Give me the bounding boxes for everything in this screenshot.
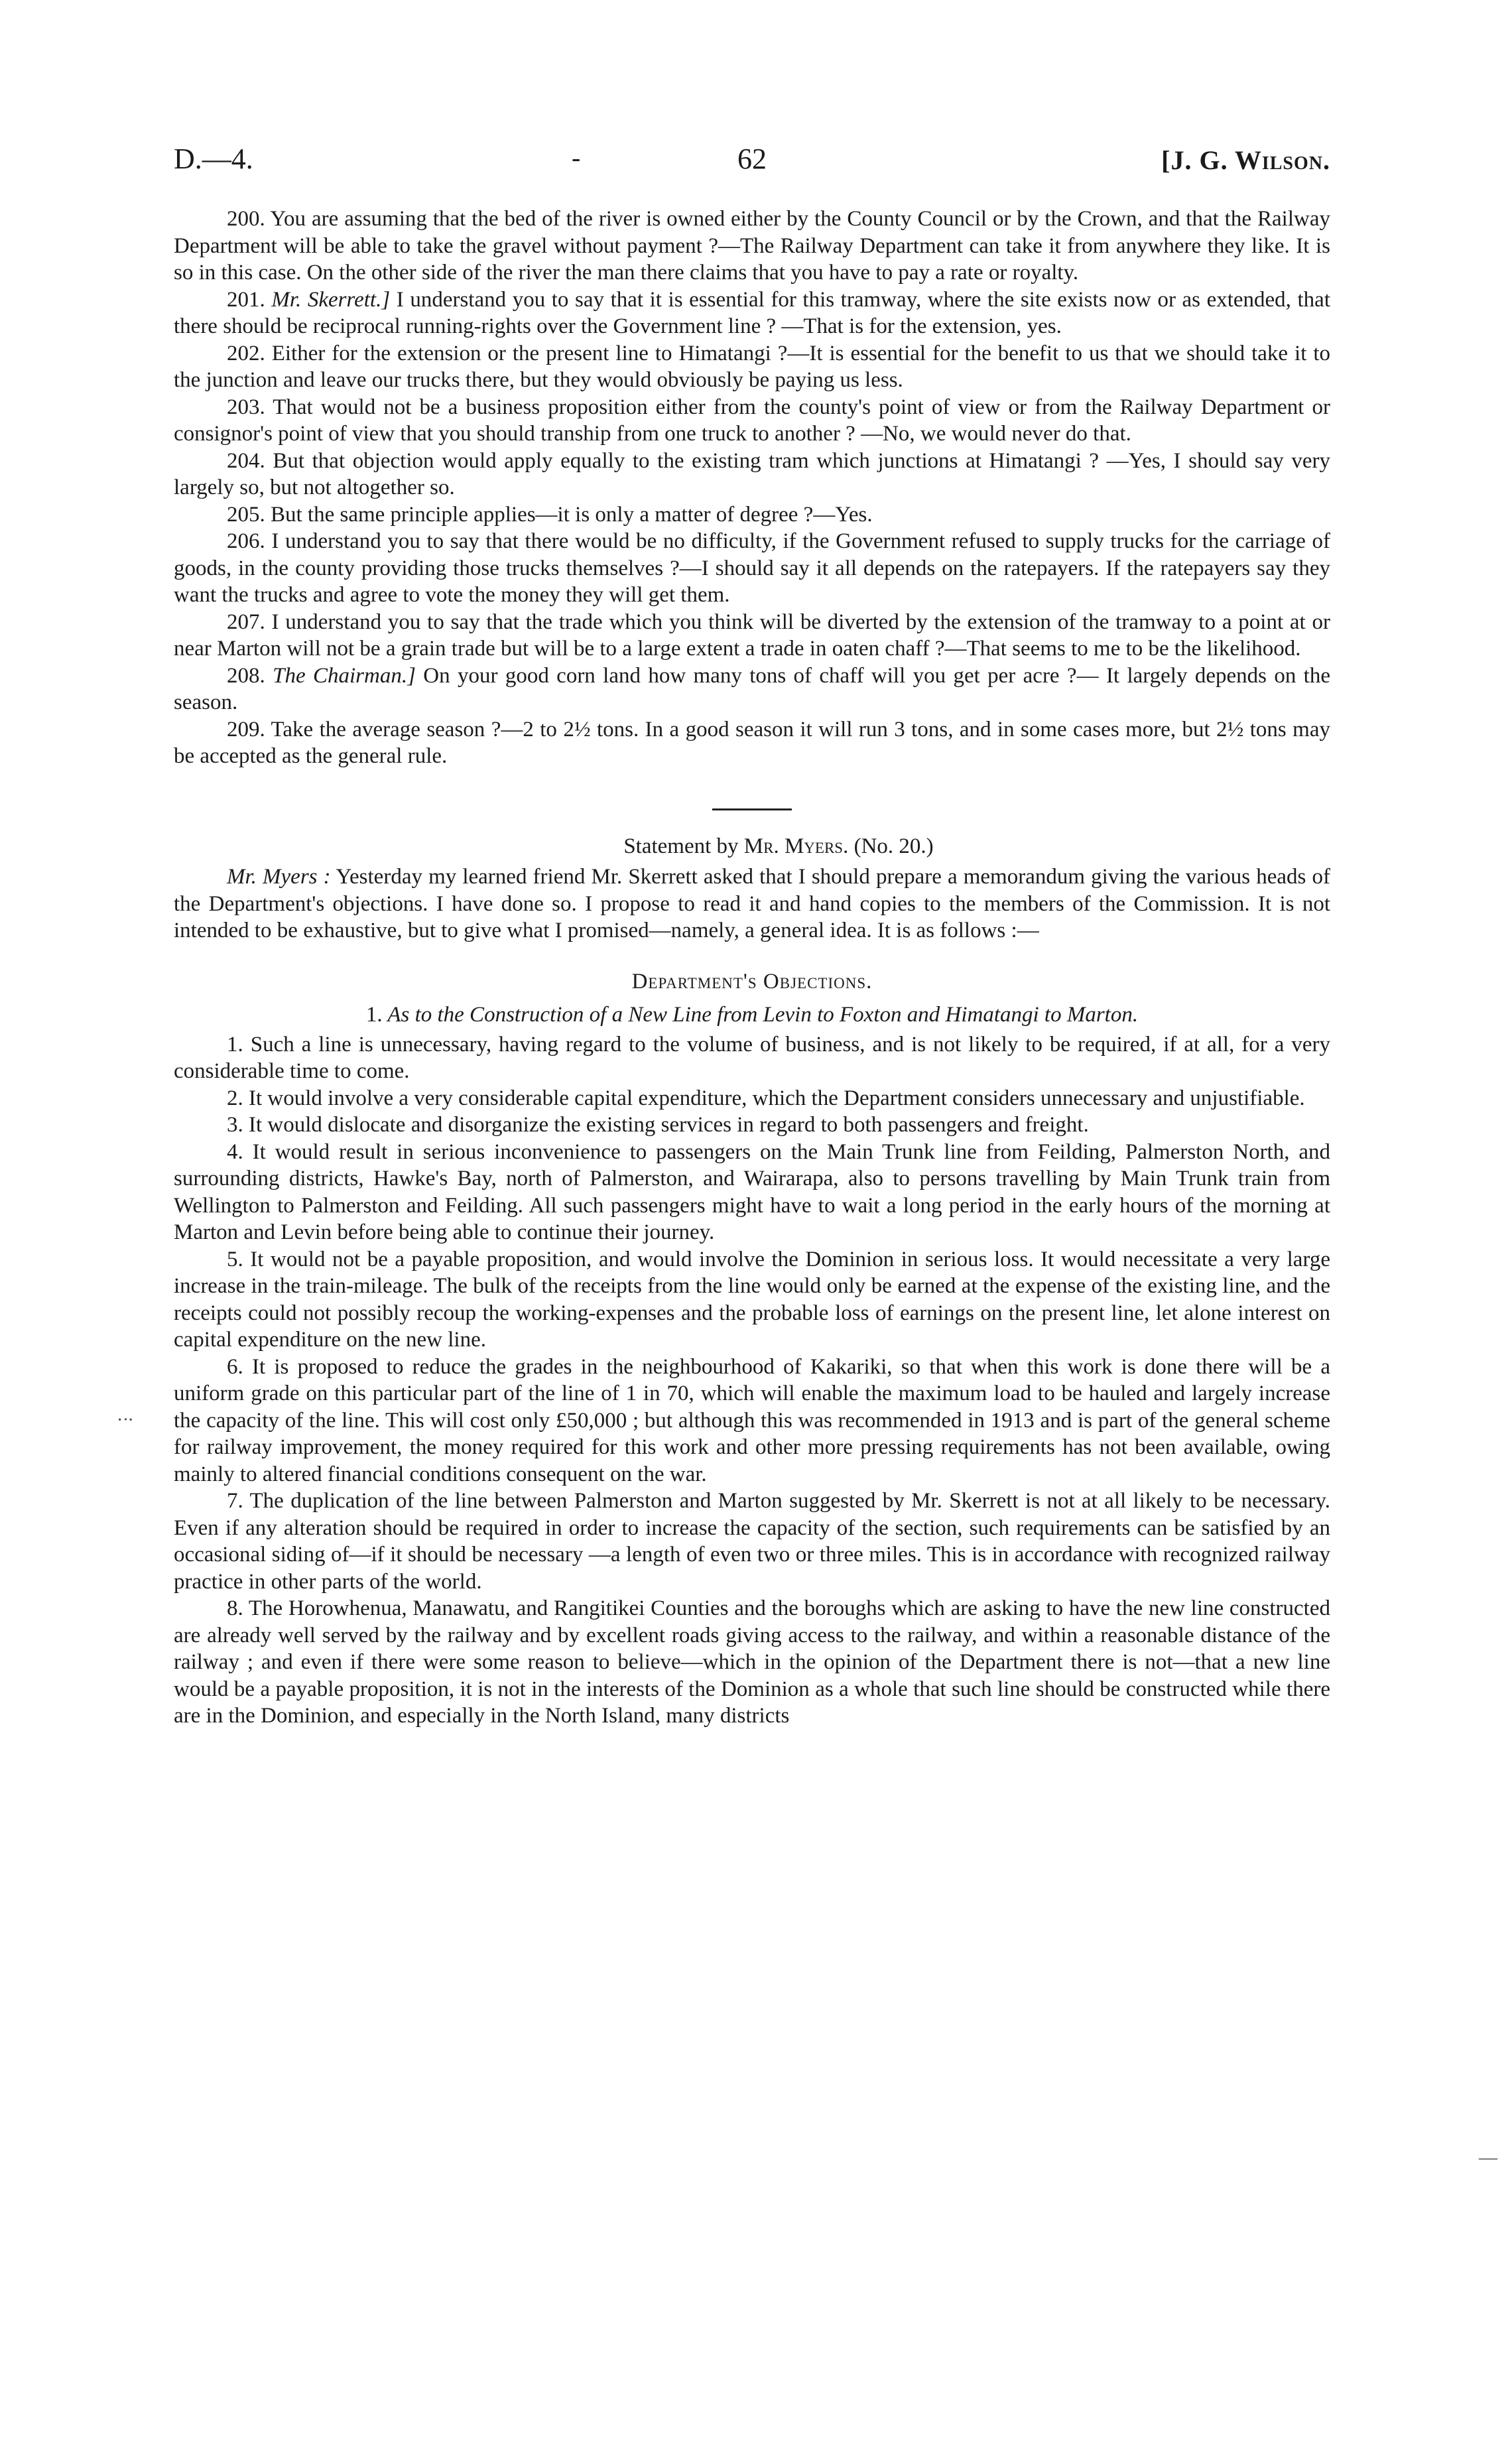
document-reference: D.—4. [174,143,253,175]
qa-paragraph: 209. Take the average season ?—2 to 2½ tons. In a good season it will run 3 tons, and in some cases more, but 2½ tons may be accepted as the general rule. [174,717,1330,768]
objection-item: 5. It would not be a payable proposition, and would involve the Dominion in serious loss. It would necessitate a very large increase in the train-mileage. The bulk of the receipts from the line would only be earned at the expense of the existing line, and the receipts could not possibly recoup the working-expenses and the probable loss of earnings on the present line, let alone interest on capital expenditure on the new line. [174,1247,1330,1352]
objection-item: 7. The duplication of the line between Palmerston and Marton suggested by Mr. Skerrett is not at all likely to be necessary. Even if any alteration should be required in order to increase the capacity of the section, such requirements can be satisfied by an occasional siding of—if it should be necessary —a length of even two or three miles. This is in accordance with recognized railway practice in other parts of the world. [174,1489,1330,1594]
speaker-label: Mr. Skerrett.] [271,287,391,312]
statement-title: Statement by Mr. Myers. (No. 20.) [623,834,934,858]
qa-paragraph: 201. Mr. Skerrett.] I understand you to say that it is essential for this tramway, where the site exists now or as extended, that there should be reciprocal running-rights over the Government line ? —That is for the extension, yes. [174,287,1330,338]
margin-mark: — [1479,2148,1497,2168]
qa-paragraph: 203. That would not be a business proposition either from the county's point of view or from the Railway Department or consignor's point of view that you should tranship from one truck to another ? —No, we would never do that. [174,395,1330,446]
witness-name: [J. G. Wilson. [1161,145,1330,175]
objection-item: 3. It would dislocate and disorganize the existing services in regard to both passengers and freight. [227,1113,1089,1137]
qa-paragraph: 202. Either for the extension or the present line to Himatangi ?—It is essential for the benefit to us that we should take it to the junction and leave our trucks there, but they would obviously be paying us less. [174,341,1330,392]
margin-mark: ·ᐧ· [117,1410,134,1431]
qa-paragraph: 200. You are assuming that the bed of the river is owned either by the County Council or by the Crown, and that the Railway Department will be able to take the gravel without payment ?—The Railway Department can take it from anywhere they like. It is so in this case. On the other side of the river the man there claims that you have to pay a rate or royalty. [174,207,1330,285]
speaker-label: The Chairman.] [273,663,416,688]
objections-subheading: 1. As to the Construction of a New Line from Levin to Foxton and Himatangi to Marton. [365,1003,1139,1027]
qa-paragraph: 205. But the same principle applies—it is only a matter of degree ?—Yes. [227,502,873,527]
objection-item: 4. It would result in serious inconvenience to passengers on the Main Trunk line from Feilding, Palmerston North, and surrounding districts, Hawke's Bay, north of Palmerston, and Wairarapa, also to persons travelling by Main Trunk train from Wellington to Palmerston and Feilding. All such passengers might have to wait a long period in the early hours of the morning at Marton and Levin before being able to continue their journey. [174,1139,1330,1244]
page-body [174,206,1330,1730]
page-header [174,142,1330,182]
objection-item: 2. It would involve a very considerable capital expenditure, which the Department considers unnecessary and unjustifiable. [227,1086,1305,1110]
objections-heading: Department's Objections. [631,969,873,994]
qa-paragraph: 204. But that objection would apply equally to the existing tram which junctions at Himatangi ? —Yes, I should say very largely so, but not altogether so. [174,448,1330,499]
section-divider [174,770,1330,833]
header-dash: - [572,143,581,172]
qa-paragraph: 206. I understand you to say that there would be no difficulty, if the Government refused to supply trucks for the carriage of goods, in the county providing those trucks themselves ?—I should say it all depends on the ratepayers. If the ratepayers say they want the trucks and agree to vote the money they will get them. [174,529,1330,607]
objection-item: 8. The Horowhenua, Manawatu, and Rangitikei Counties and the boroughs which are asking to have the new line constructed are already well served by the railway and by excellent roads giving access to the railway, and within a reasonable distance of the railway ; and even if there were some reason to believe—which in the opinion of the Department there is not—that a new line would be a payable proposition, it is not in the interests of the Dominion as a whole that such line should be constructed while there are in the Dominion, and especially in the North Island, many districts [174,1596,1330,1728]
qa-paragraph: 207. I understand you to say that the trade which you think will be diverted by the extension of the tramway to a point at or near Marton will not be a grain trade but will be to a large extent a trade in oaten chaff ?—That seems to me to be the likelihood. [174,610,1330,661]
objection-item: 1. Such a line is unnecessary, having regard to the volume of business, and is not likely to be required, if at all, for a very considerable time to come. [174,1032,1330,1083]
speaker-label: Mr. Myers : [227,865,331,889]
objection-item: 6. It is proposed to reduce the grades in the neighbourhood of Kakariki, so that when this work is done there will be a uniform grade on this particular part of the line of 1 in 70, which will enable the maximum load to be hauled and largely increase the capacity of the line. This will cost only £50,000 ; but although this was recommended in 1913 and is part of the general scheme for railway improvement, the money required for this work and other more pressing requirements has not been available, owing mainly to altered financial conditions consequent on the war. [174,1354,1330,1486]
page-number: 62 [737,143,767,175]
qa-paragraph: 208. The Chairman.] On your good corn land how many tons of chaff will you get per acre ?— It largely depends on the season. [174,663,1330,714]
statement-intro: Mr. Myers : Yesterday my learned friend Mr. Skerrett asked that I should prepare a memorandum giving the various heads of the Department's objections. I have done so. I propose to read it and hand copies to the members of the Commission. It is not intended to be exhaustive, but to give what I promised—namely, a general idea. It is as follows :— [174,865,1330,942]
